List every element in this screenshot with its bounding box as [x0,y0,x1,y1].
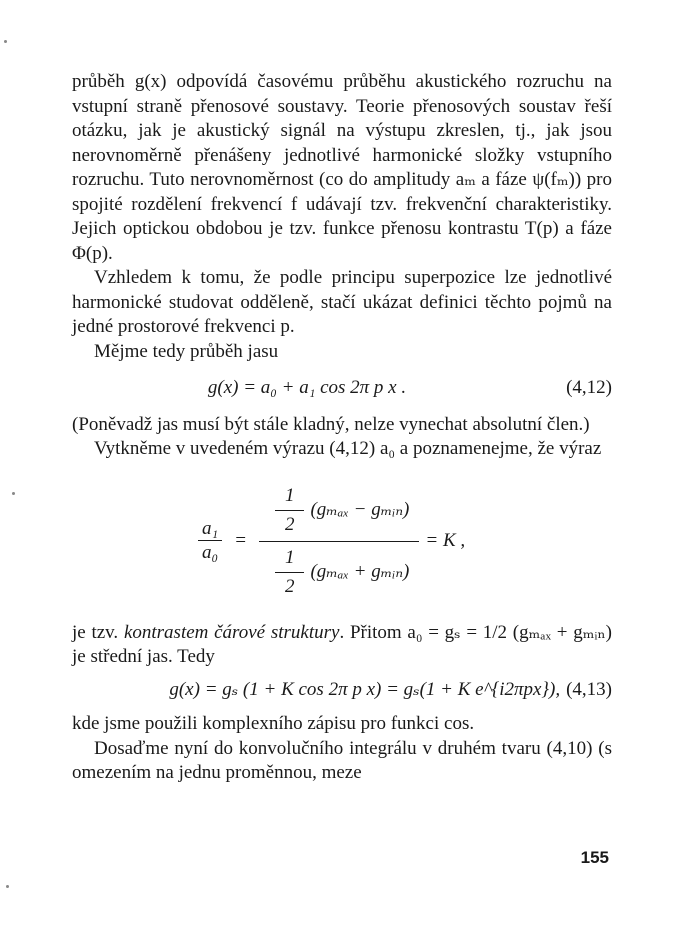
paragraph-6 [72,621,612,670]
equation-4-12-number: (4,12) [566,377,612,398]
scan-speck [4,40,7,43]
equation-4-13-expression: g(x) = gₛ (1 + K cos 2π p x) = gₛ(1 + K e^{i2πpx}), [169,678,561,700]
paragraph-6-pre: je tzv. [72,621,124,643]
half-top-den: 2 [284,513,295,535]
page-body [72,70,612,786]
equals-sign: = [234,529,247,551]
paragraph-7: kde jsme použili komplexního zápisu pro funkci cos. [72,713,475,734]
equation-4-12 [72,376,612,401]
big-fraction-bottom [259,542,419,603]
half-bottom-den: 2 [284,575,295,597]
equals-k: = K , [425,529,466,551]
ratio-denominator: a₀ [202,541,219,563]
half-top-num: 1 [275,482,305,511]
paragraph-6-term: kontrastem čárové struktury [123,621,340,643]
paragraph-2: Vzhledem k tomu, že podle principu superpozice lze jednotlivé harmonické studovat odděleně, stačí ukázat definici těchto pojmů na jedné prostorové frekvenci p. [72,267,612,337]
equation-4-12-expression: g(x) = a₀ + a₁ cos 2π p x . [207,377,407,398]
paragraph-1: průběh g(x) odpovídá časovému průběhu akustického rozruchu na vstupní straně přenosové soustavy. Teorie přenosových soustav řeší otázku, jak je akustický signál na výstupu zkreslen, tj., jak jsou nerovnoměrně přenášeny jednotlivé harmonické složky vstupního rozruchu. Tuto nerovnoměrnost (co do amplitudy aₘ a fáze ψ(fₘ)) pro spojité rozdělení frekvencí f udávají tzv. frekvenční charakteristiky. Jejich optickou obdobou je tzv. funkce přenosu kontrastu T(p) a fáze Φ(p). [72,71,612,264]
scan-speck [6,885,9,888]
paragraph-6-post: . Přitom a₀ = gₛ = 1/2 (gₘₐₓ + gₘᵢₙ) je střední jas. Tedy [72,621,612,667]
contrast-formula [192,480,612,603]
max-minus-min: (gₘₐₓ − gₘᵢₙ) [310,498,410,520]
scan-speck [12,492,15,495]
half-top [275,482,305,539]
half-bottom-num: 1 [275,544,305,573]
page-number: 155 [580,848,609,867]
paragraph-4: (Poněvadž jas musí být stále kladný, nelze vynechat absolutní člen.) [72,413,590,435]
equation-4-13 [72,678,612,703]
half-bottom [275,544,305,601]
big-fraction [259,480,419,603]
big-fraction-top [259,480,419,542]
paragraph-3: Mějme tedy průběh jasu [94,340,279,362]
ratio-fraction [198,518,222,565]
equation-4-13-number: (4,13) [566,678,612,700]
max-plus-min: (gₘₐₓ + gₘᵢₙ) [310,560,410,582]
paragraph-5: Vytkněme v uvedeném výrazu (4,12) a₀ a poznamenejme, že výraz [94,438,602,459]
ratio-numerator: a₁ [198,518,222,541]
paragraph-8: Dosaďme nyní do konvolučního integrálu v druhém tvaru (4,10) (s omezením na jednu proměnnou, meze [72,737,612,783]
